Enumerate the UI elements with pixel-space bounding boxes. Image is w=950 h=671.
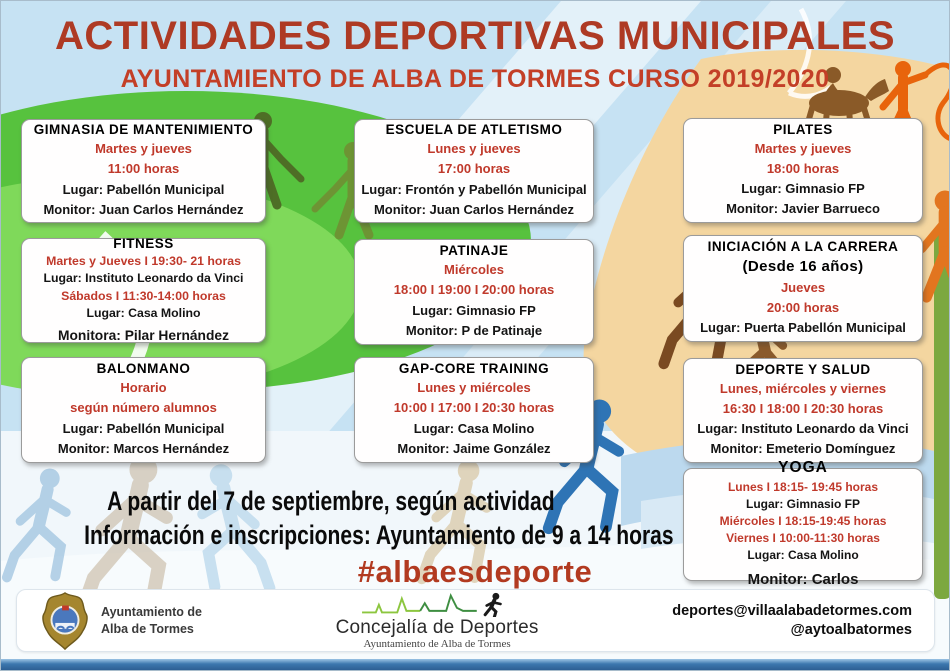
activity-line: Monitor: Carlos: [747, 570, 859, 588]
activity-card: [683, 118, 923, 223]
activity-line: Lugar: Casa Molino: [86, 306, 201, 321]
activity-title: YOGA: [778, 458, 828, 476]
activity-title: GAP-CORE TRAINING: [398, 361, 550, 377]
activity-line: Viernes I 10:00-11:30 horas: [726, 530, 880, 545]
page-subtitle: AYUNTAMIENTO DE ALBA DE TORMES CURSO 2019/2020: [120, 65, 830, 93]
activity-title: BALONMANO: [96, 361, 191, 377]
activity-line: Lugar: Frontón y Pabellón Municipal: [361, 181, 587, 197]
activity-line: 11:00 horas: [107, 161, 180, 177]
contact-twitter: @aytoalbatormes: [790, 621, 912, 638]
activity-line: 20:00 horas: [766, 300, 840, 316]
activity-line: Miércoles I 18:15-19:45 horas: [719, 513, 887, 528]
town-crest-logo: [39, 591, 91, 651]
activity-line: Martes y Jueves I 19:30- 21 horas: [46, 253, 241, 268]
activity-line: Lugar: Gimnasio FP: [745, 496, 860, 511]
page-title: ACTIVIDADES DEPORTIVAS MUNICIPALES: [54, 14, 896, 58]
activity-card: [354, 357, 594, 463]
activity-line: 18:00 horas: [766, 160, 840, 176]
info-notes: [1, 485, 674, 553]
activity-title: INICIACIÓN A LA CARRERA: [707, 238, 899, 254]
activity-line: Lugar: Casa Molino: [747, 547, 859, 562]
activity-title: PILATES: [773, 121, 833, 137]
activity-line: 18:00 I 19:00 I 20:00 horas: [393, 282, 555, 298]
town-hall-line2: Alba de Tormes: [101, 621, 194, 636]
contact-email: deportes@villaalabadetormes.com: [672, 602, 912, 619]
activity-line: Monitor: Emeterio Domínguez: [710, 441, 896, 457]
note-start-date: A partir del 7 de septiembre, según actividad: [107, 486, 555, 516]
activity-line: 16:30 I 18:00 I 20:30 horas: [722, 400, 884, 416]
activity-line: Miércoles: [444, 262, 504, 278]
town-hall-block: [39, 591, 202, 651]
activity-line: Lugar: Gimnasio FP: [412, 302, 536, 318]
activity-line: Lugar: Instituto Leonardo da Vinci: [43, 271, 244, 286]
activity-line: Monitor: Marcos Hernández: [57, 440, 230, 456]
activity-card: [683, 235, 923, 342]
activity-line: Lunes I 18:15- 19:45 horas: [727, 479, 879, 494]
skyline-runner-icon: [337, 591, 537, 617]
activity-title: FITNESS: [113, 235, 174, 251]
activity-card: [354, 119, 594, 223]
activity-line: Lugar: Pabellón Municipal: [62, 420, 225, 436]
activity-line: Lugar: Gimnasio FP: [741, 181, 865, 196]
activity-line: Monitor: P de Patinaje: [405, 322, 543, 338]
activity-line: Lunes y jueves: [427, 141, 521, 157]
note-registration: Información e inscripciones: Ayuntamiento de 9 a 14 horas: [84, 519, 674, 550]
activity-line: Lunes, miércoles y viernes: [719, 380, 887, 396]
activity-line: Monitor: Jaime González: [397, 440, 551, 456]
hashtag: #albaesdeporte: [357, 554, 593, 589]
activity-line: Lugar: Instituto Leonardo da Vinci: [697, 421, 909, 436]
activity-line: Lunes y miércoles: [417, 380, 531, 396]
concejalia-sub: Ayuntamiento de Alba de Tormes: [363, 638, 511, 650]
concejalia-name: Concejalía de Deportes: [335, 617, 539, 638]
activity-line: 10:00 I 17:00 I 20:30 horas: [393, 400, 555, 416]
activity-card: [21, 119, 266, 223]
concejalia-deportes-logo: [336, 591, 539, 650]
activity-card: [683, 358, 923, 463]
town-hall-line1: Ayuntamiento de: [101, 605, 202, 620]
activity-line: Monitor: Javier Barrueco: [726, 201, 880, 217]
activity-line: Martes y jueves: [95, 141, 192, 157]
activity-line: Lugar: Pabellón Municipal: [62, 181, 225, 197]
activity-title: ESCUELA DE ATLETISMO: [385, 122, 563, 138]
activity-line: Monitora: Pilar Hernández: [58, 327, 229, 343]
activity-line: 17:00 horas: [437, 161, 511, 177]
activity-line: Monitor: Juan Carlos Hernández: [43, 201, 244, 217]
activity-line: (Desde 16 años): [742, 257, 864, 275]
activity-line: Martes y jueves: [754, 140, 852, 156]
activity-line: Sábados I 11:30-14:00 horas: [61, 288, 226, 303]
contact-block: [672, 602, 912, 640]
activity-line: Monitor: Juan Carlos Hernández: [373, 201, 575, 217]
activity-title: GIMNASIA DE MANTENIMIENTO: [33, 122, 254, 138]
activity-line: según número alumnos: [70, 400, 217, 416]
activity-title: DEPORTE Y SALUD: [735, 361, 871, 377]
activity-line: Horario: [120, 380, 167, 396]
activity-line: Jueves: [780, 280, 826, 296]
footer-bar: [16, 589, 935, 652]
activity-card: [354, 239, 594, 345]
activity-card: [21, 357, 266, 463]
bottom-accent-bar: [1, 659, 949, 670]
activity-line: Lugar: Casa Molino: [413, 420, 535, 436]
activity-line: Lugar: Puerta Pabellón Municipal: [700, 320, 906, 336]
activity-card: [21, 235, 266, 343]
activity-title: PATINAJE: [439, 243, 509, 259]
